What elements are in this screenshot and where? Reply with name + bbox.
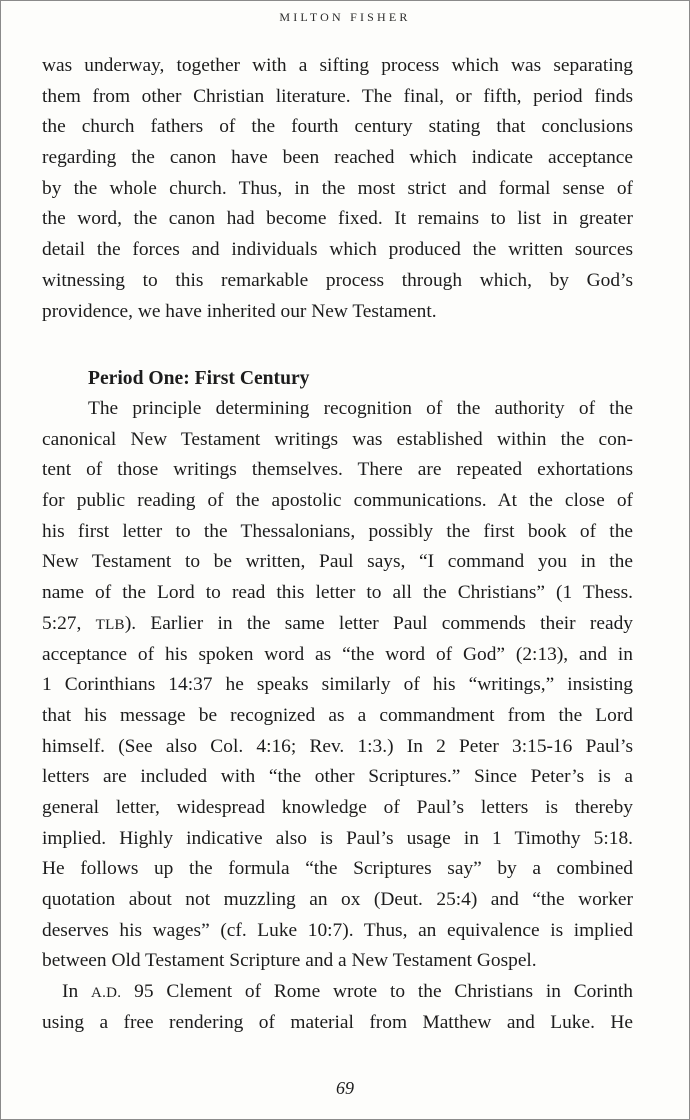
running-head: MILTON FISHER [279, 10, 411, 24]
text-line: that his message be recognized as a commandment from the Lord [42, 704, 633, 726]
text-line: the word, the canon had become fixed. It remains to list in greater [42, 208, 633, 230]
text-line: using a free rendering of material from Matthew and Luke. He [42, 1011, 633, 1033]
text-line: name of the Lord to read this letter to all the Christians” (1 Thess. [42, 582, 633, 604]
text-line: detail the forces and individuals which produced the written sources [42, 239, 633, 261]
text-line: regarding the canon have been reached which indicate acceptance [42, 147, 633, 169]
text-line: quotation about not muzzling an ox (Deut. 25:4) and “the worker [42, 889, 633, 910]
page-number: 69 [336, 1078, 354, 1098]
text-line: himself. (See also Col. 4:16; Rev. 1:3.) In 2 Peter 3:15-16 Paul’s [42, 735, 633, 757]
text-line: New Testament to be written, Paul says, “I command you in the [42, 551, 633, 573]
text-line: acceptance of his spoken word as “the word of God” (2:13), and in [42, 643, 633, 665]
text-line: deserves his wages” (cf. Luke 10:7). Thus, an equivalence is implied [42, 919, 633, 941]
text-line: implied. Highly indicative also is Paul’s usage in 1 Timothy 5:18. [42, 827, 633, 849]
text-line: The principle determining recognition of the authority of the [88, 398, 633, 419]
text-line: tent of those writings themselves. There are repeated exhortations [42, 459, 633, 481]
text-line: them from other Christian literature. The final, or fifth, period finds [42, 85, 633, 107]
text-line: letters are included with “the other Scriptures.” Since Peter’s is a [42, 766, 633, 788]
text-line: witnessing to this remarkable process through which, by God’s [42, 269, 633, 291]
text-line: for public reading of the apostolic communications. At the close of [42, 490, 633, 512]
text-line: between Old Testament Scripture and a New Testament Gospel. [42, 950, 537, 972]
text-line: providence, we have inherited our New Testament. [42, 300, 437, 322]
section-heading: Period One: First Century [88, 368, 310, 389]
text-line: 5:27, TLB). Earlier in the same letter Paul commends their ready [42, 612, 633, 634]
paragraph-1 [42, 51, 633, 327]
text-line: general letter, widespread knowledge of Paul’s letters is thereby [42, 796, 633, 818]
text-line: his first letter to the Thessalonians, possibly the first book of the [42, 520, 633, 542]
text-line: by the whole church. Thus, in the most strict and formal sense of [42, 177, 633, 199]
text-line: was underway, together with a sifting process which was separating [42, 55, 633, 76]
paragraph-3 [42, 977, 633, 1038]
text-line: the church fathers of the fourth century stating that conclusions [42, 116, 633, 138]
text-line: canonical New Testament writings was established within the con- [42, 428, 633, 450]
paragraph-2 [42, 394, 633, 977]
text-line: In A.D. 95 Clement of Rome wrote to the Christians in Corinth [62, 981, 633, 1002]
text-line: 1 Corinthians 14:37 he speaks similarly of his “writings,” insisting [42, 674, 633, 696]
text-line: He follows up the formula “the Scriptures say” by a combined [42, 858, 633, 880]
